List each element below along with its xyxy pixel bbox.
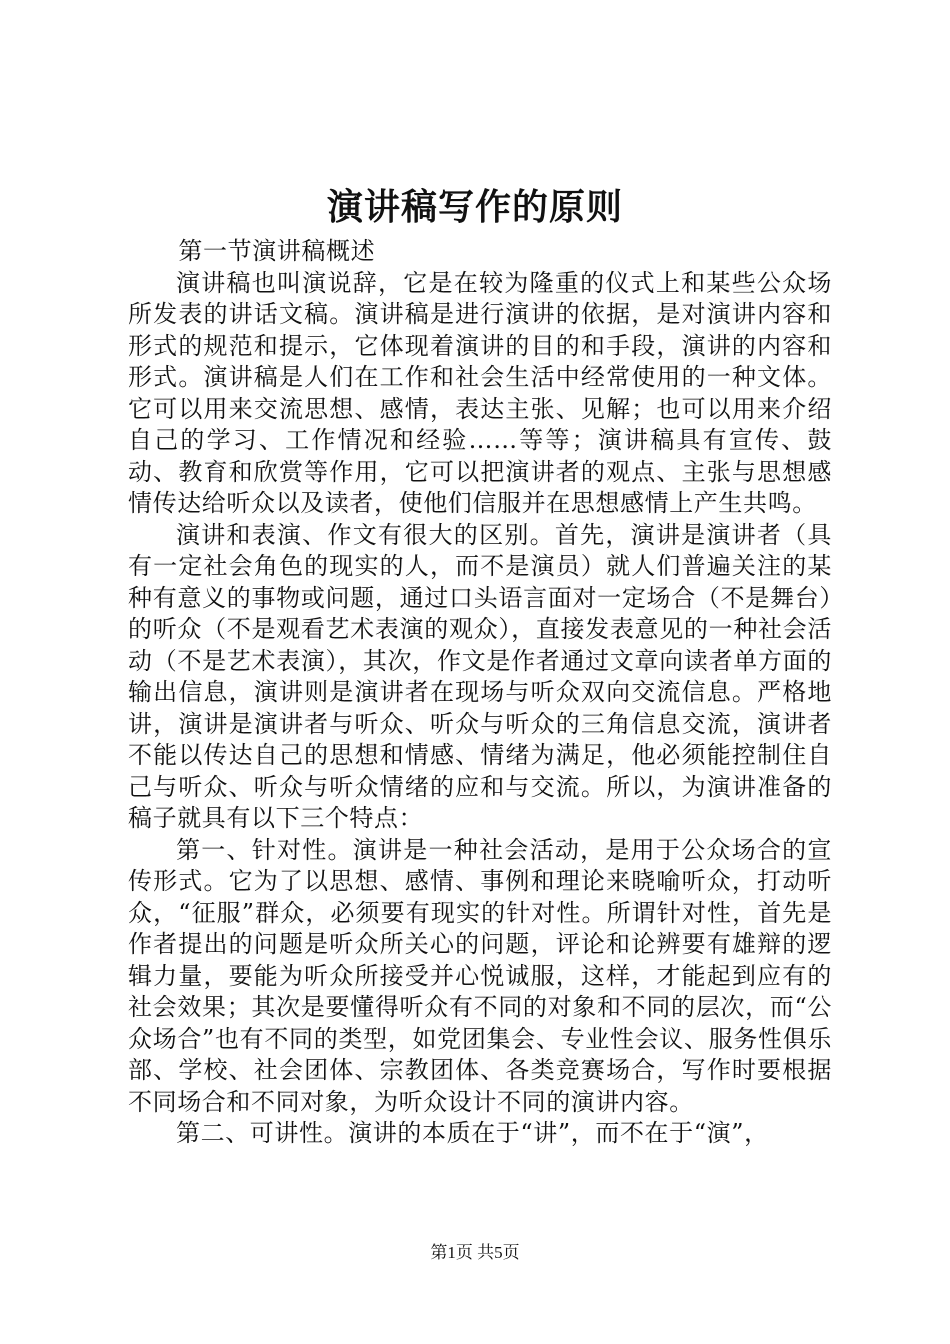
paragraph-speakability: 第二、可讲性。演讲的本质在于“讲”，而不在于“演”，	[176, 1119, 769, 1147]
document-title: 演讲稿写作的原则	[326, 187, 623, 228]
section-heading: 第一节演讲稿概述	[178, 237, 376, 265]
paragraph-overview: 演讲稿也叫演说辞，它是在较为隆重的仪式上和某些公众场所发表的讲话文稿。演讲稿是进行演讲的依据，是对演讲内容和形式的规范和提示，它体现着演讲的目的和手段，演讲的内容和形式。演讲稿是人们在工作和社会生活中经常使用的一种文体。它可以用来交流思想、感情，表达主张、见解；也可以用来介绍自己的学习、工作情况和经验……等等；演讲稿具有宣传、鼓动、教育和欣赏等作用，它可以把演讲者的观点、主张与思想感情传达给听众以及读者，使他们信服并在思想感情上产生共鸣。	[128, 268, 832, 517]
document-body	[128, 236, 832, 1150]
paragraph-pertinence: 第一、针对性。演讲是一种社会活动，是用于公众场合的宣传形式。它为了以思想、感情、事例和理论来晓喻听众，打动听众，“征服”群众，必须要有现实的针对性。所谓针对性，首先是作者提出的问题是听众所关心的问题，评论和论辨要有雄辩的逻辑力量，要能为听众所接受并心悦诚服，这样，才能起到应有的社会效果；其次是要懂得听众有不同的对象和不同的层次，而“公众场合”也有不同的类型，如党团集会、专业性会议、服务性俱乐部、学校、社会团体、宗教团体、各类竞赛场合，写作时要根据不同场合和不同对象，为听众设计不同的演讲内容。	[128, 835, 832, 1116]
page-footer: 第1页 共5页	[430, 1243, 520, 1262]
paragraph-difference: 演讲和表演、作文有很大的区别。首先，演讲是演讲者（具有一定社会角色的现实的人，而不是演员）就人们普遍关注的某种有意义的事物或问题，通过口头语言面对一定场合（不是舞台）的听众（不是观看艺术表演的观众），直接发表意见的一种社会活动（不是艺术表演），其次，作文是作者通过文章向读者单方面的输出信息，演讲则是演讲者在现场与听众双向交流信息。严格地讲，演讲是演讲者与听众、听众与听众的三角信息交流，演讲者不能以传达自己的思想和情感、情绪为满足，他必须能控制住自己与听众、听众与听众情绪的应和与交流。所以，为演讲准备的稿子就具有以下三个特点：	[128, 520, 832, 832]
